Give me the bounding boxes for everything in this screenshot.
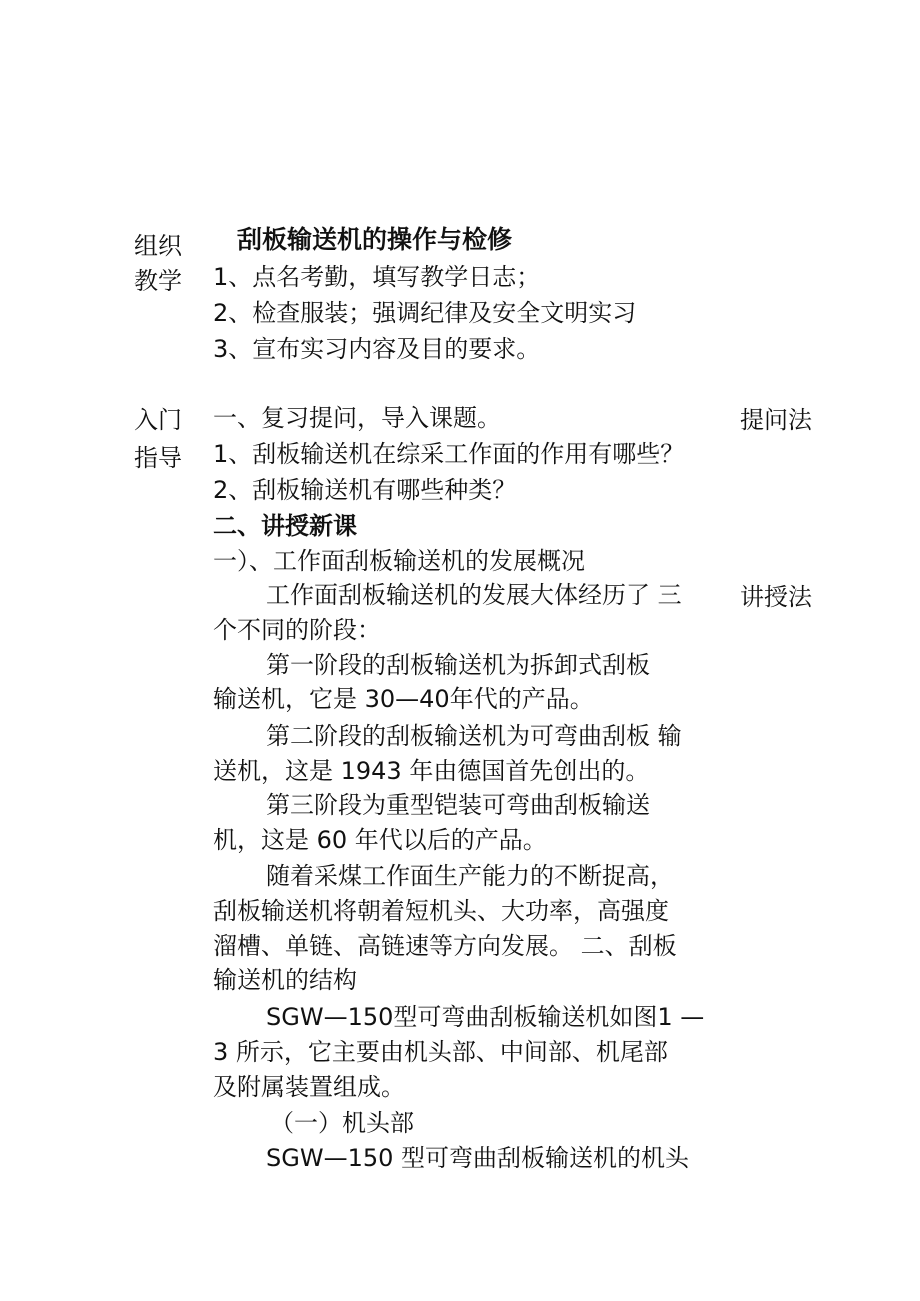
body-line: 及附属装置组成。 — [213, 1073, 405, 1101]
org-item: 1、点名考勤，填写教学日志； — [213, 263, 541, 291]
body-line: 工作面刮板输送机的发展大体经历了 三 — [266, 581, 682, 609]
section-label-organize-line1: 组织 — [134, 232, 182, 260]
section-label-organize-line2: 教学 — [134, 267, 182, 295]
body-line: 第二阶段的刮板输送机为可弯曲刮板 输 — [266, 722, 682, 750]
body-line: 机，这是 60 年代以后的产品。 — [213, 826, 547, 854]
section-label-intro-line2: 指导 — [134, 444, 182, 472]
section-label-intro-line1: 入门 — [134, 406, 182, 434]
body-line: 第一阶段的刮板输送机为拆卸式刮板 — [266, 651, 650, 679]
org-item: 2、检查服装；强调纪律及安全文明实习 — [213, 299, 637, 327]
body-line: SGW—150 型可弯曲刮板输送机的机头 — [266, 1144, 689, 1172]
page-title: 刮板输送机的操作与检修 — [237, 225, 513, 254]
body-line: 一、复习提问，导入课题。 — [213, 404, 501, 432]
body-line: 输送机的结构 — [213, 966, 357, 994]
body-line: 溜槽、单链、高链速等方向发展。 二、刮板 — [213, 932, 677, 960]
body-line: 随着采煤工作面生产能力的不断捉高， — [266, 862, 674, 890]
subsection-heading: （一）机头部 — [270, 1109, 414, 1137]
body-line: SGW—150型可弯曲刮板输送机如图1 — — [266, 1003, 705, 1031]
body-line: 送机，这是 1943 年由德国首先创出的。 — [213, 757, 650, 785]
body-line: 输送机，它是 30—40年代的产品。 — [213, 685, 594, 713]
body-line: 第三阶段为重型铠装可弯曲刮板输送 — [266, 791, 650, 819]
body-line: 3 所示，它主要由机头部、中间部、机尾部 — [213, 1038, 668, 1066]
method-label-question: 提问法 — [740, 406, 812, 434]
method-label-lecture: 讲授法 — [740, 583, 812, 611]
body-line: 2、刮板输送机有哪些种类？ — [213, 476, 517, 504]
section-heading: 二、讲授新课 — [213, 512, 357, 540]
body-line: 1、刮板输送机在综采工作面的作用有哪些？ — [213, 440, 685, 468]
body-line: 刮板输送机将朝着短机头、大功率，高强度 — [213, 897, 669, 925]
body-line: 个不同的阶段： — [213, 616, 381, 644]
org-item: 3、宣布实习内容及目的要求。 — [213, 335, 541, 363]
subsection-heading: 一）、工作面刮板输送机的发展概况 — [213, 547, 585, 575]
